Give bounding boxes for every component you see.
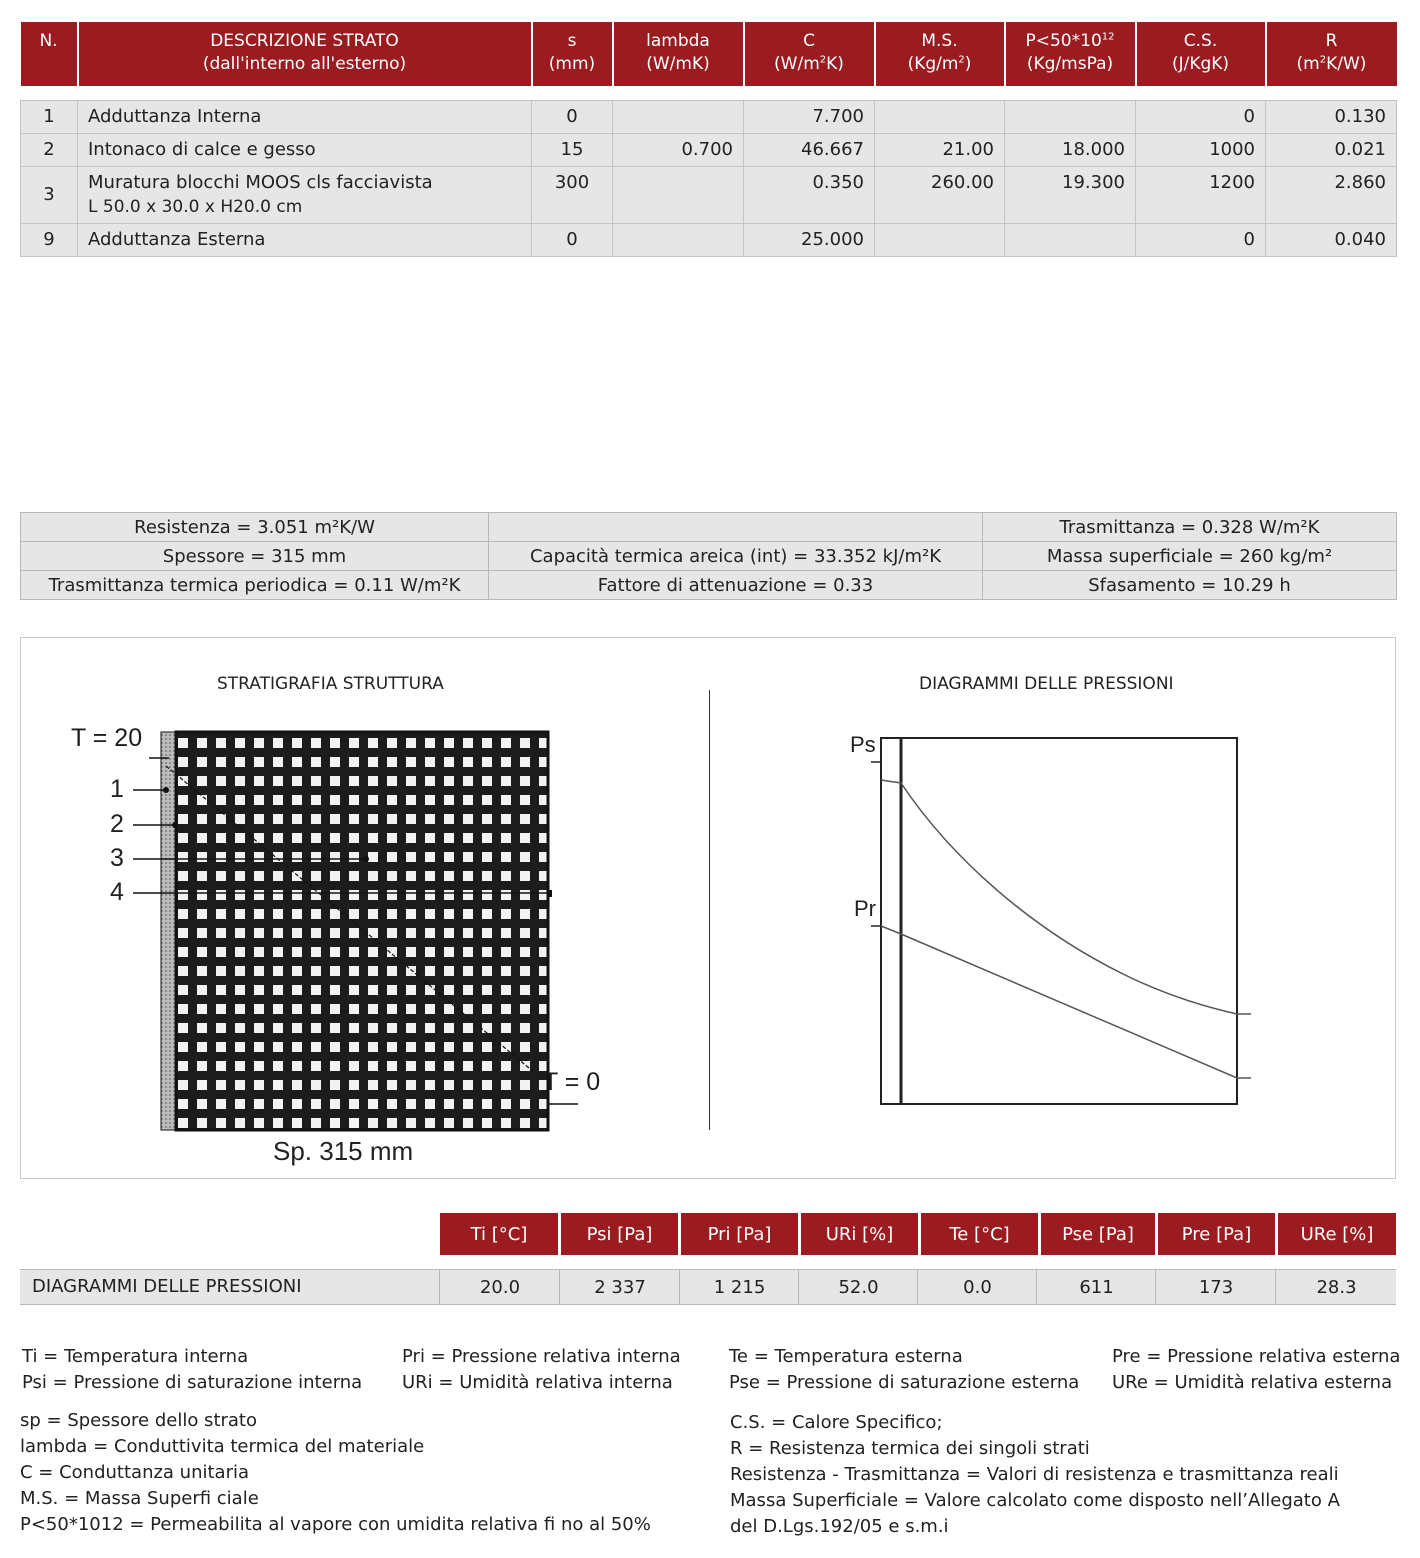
layers-table xyxy=(20,22,1397,257)
legend-item: C = Conduttanza unitaria xyxy=(20,1462,250,1483)
summary-blank-cell xyxy=(489,513,983,542)
legend-item: Ti = Temperatura interna xyxy=(22,1346,249,1367)
legend-item: URe = Umidità relativa esterna xyxy=(1112,1372,1393,1393)
value-pse: 611 xyxy=(1036,1270,1156,1304)
cell-desc: Intonaco di calce e gesso xyxy=(78,134,532,167)
header-ti: Ti [°C] xyxy=(440,1213,558,1255)
legend-item: Massa Superficiale = Valore calcolato come disposto nell’Allegato A xyxy=(730,1490,1340,1511)
cell-n: 3 xyxy=(21,167,78,224)
cell-p: 19.300 xyxy=(1005,167,1136,224)
header-descrizione: DESCRIZIONE STRATO (dall'interno all'esterno) xyxy=(78,22,532,86)
legend-item: R = Resistenza termica dei singoli strati xyxy=(730,1438,1090,1459)
cell-lambda xyxy=(613,224,744,257)
massa-value: Massa superficiale = 260 kg/m² xyxy=(983,542,1397,571)
table-row xyxy=(21,167,1397,224)
fattore-value: Fattore di attenuazione = 0.33 xyxy=(489,571,983,600)
header-ure: URe [%] xyxy=(1278,1213,1396,1255)
summary-row xyxy=(21,513,1397,542)
cell-lambda: 0.700 xyxy=(613,134,744,167)
layer-label-1: 1 xyxy=(110,775,124,803)
header-r: R $(m^2K/W)$ xyxy=(1266,22,1397,86)
cell-cs: 1200 xyxy=(1136,167,1266,224)
t-bottom-label: T = 0 xyxy=(543,1068,601,1096)
summary-row xyxy=(21,571,1397,600)
cell-r: 2.860 xyxy=(1266,167,1397,224)
summary-row xyxy=(21,542,1397,571)
capacita-value: Capacità termica areica (int) = 33.352 kJ/m²K xyxy=(489,542,983,571)
cell-ms: 21.00 xyxy=(875,134,1005,167)
legend-col-2 xyxy=(402,1344,681,1396)
cell-n: 9 xyxy=(21,224,78,257)
header-n: N. xyxy=(21,22,78,86)
stratigrafia-diagram xyxy=(21,638,711,1178)
pressioni-title: DIAGRAMMI DELLE PRESSIONI xyxy=(919,674,1174,694)
value-ure: 28.3 xyxy=(1275,1270,1397,1304)
header-c: C $(W/m^2K)$ xyxy=(744,22,875,86)
layers-header-row xyxy=(21,22,1397,86)
cell-c: 25.000 xyxy=(744,224,875,257)
cell-r: 0.130 xyxy=(1266,101,1397,134)
resistenza-value: Resistenza = 3.051 m²K/W xyxy=(21,513,489,542)
header-uri: URi [%] xyxy=(801,1213,918,1255)
value-psi: 2 337 xyxy=(559,1270,680,1304)
legend-item: lambda = Conduttivita termica del materiale xyxy=(20,1436,425,1457)
legend-item: Pre = Pressione relativa esterna xyxy=(1112,1346,1401,1367)
cell-cs: 1000 xyxy=(1136,134,1266,167)
legend-col-4 xyxy=(1112,1344,1400,1396)
trasmittanza-value: Trasmittanza = 0.328 W/m²K xyxy=(983,513,1397,542)
cell-c: 46.667 xyxy=(744,134,875,167)
layer-label-2: 2 xyxy=(110,810,124,838)
t-top-label: T = 20 xyxy=(71,724,143,752)
legend-item: P<50*1012 = Permeabilita al vapore con umidita relativa fi no al 50% xyxy=(20,1514,651,1535)
cell-desc: Adduttanza Esterna xyxy=(78,224,532,257)
cell-n: 1 xyxy=(21,101,78,134)
pr-curve xyxy=(881,926,1251,1078)
cell-c: 7.700 xyxy=(744,101,875,134)
value-uri: 52.0 xyxy=(798,1270,918,1304)
header-lambda: lambda (W/mK) xyxy=(613,22,744,86)
summary-table xyxy=(20,512,1397,600)
legend-item: sp = Spessore dello strato xyxy=(20,1410,257,1431)
value-te: 0.0 xyxy=(917,1270,1037,1304)
pressure-row xyxy=(20,1269,1396,1305)
legend-item: Resistenza - Trasmittanza = Valori di resistenza e trasmittanza reali xyxy=(730,1464,1339,1485)
cell-s: 15 xyxy=(532,134,613,167)
legend-col-3 xyxy=(729,1344,1079,1396)
table-row xyxy=(21,134,1397,167)
legend-item: Pse = Pressione di saturazione esterna xyxy=(729,1372,1080,1393)
pressure-diagram xyxy=(841,718,1281,1118)
cell-cs: 0 xyxy=(1136,224,1266,257)
spessore-value: Spessore = 315 mm xyxy=(21,542,489,571)
trasmittanza-periodica-value: Trasmittanza termica periodica = 0.11 W/m²K xyxy=(21,571,489,600)
legend-item: M.S. = Massa Superfi ciale xyxy=(20,1488,259,1509)
pr-label: Pr xyxy=(854,896,876,921)
header-ms: M.S. $(Kg/m^2)$ xyxy=(875,22,1005,86)
header-te: Te [°C] xyxy=(921,1213,1038,1255)
cell-ms: 260.00 xyxy=(875,167,1005,224)
header-cs: C.S. (J/KgK) xyxy=(1136,22,1266,86)
header-psi: Psi [Pa] xyxy=(561,1213,678,1255)
layer-label-3: 3 xyxy=(110,844,124,872)
header-s: s (mm) xyxy=(532,22,613,86)
pressure-frame xyxy=(881,738,1237,1104)
cell-p xyxy=(1005,101,1136,134)
header-pse: Pse [Pa] xyxy=(1041,1213,1155,1255)
legend-item: Psi = Pressione di saturazione interna xyxy=(22,1372,363,1393)
ps-label: Ps xyxy=(850,732,876,757)
cell-r: 0.040 xyxy=(1266,224,1397,257)
cell-c: 0.350 xyxy=(744,167,875,224)
masonry-layer xyxy=(176,732,548,1130)
cell-lambda xyxy=(613,167,744,224)
legend-item: Pri = Pressione relativa interna xyxy=(402,1346,681,1367)
cell-cs: 0 xyxy=(1136,101,1266,134)
legend-item: URi = Umidità relativa interna xyxy=(402,1372,673,1393)
cell-ms xyxy=(875,101,1005,134)
cell-lambda xyxy=(613,101,744,134)
legend-col-1 xyxy=(22,1344,362,1396)
header-pre: Pre [Pa] xyxy=(1158,1213,1275,1255)
cell-desc: Adduttanza Interna xyxy=(78,101,532,134)
diagrams-panel xyxy=(20,637,1396,1179)
legend-item: C.S. = Calore Specifico; xyxy=(730,1412,943,1433)
legend-left-block xyxy=(20,1408,651,1538)
stratigrafia-title: STRATIGRAFIA STRUTTURA xyxy=(217,674,444,694)
cell-s: 0 xyxy=(532,101,613,134)
cell-desc: Muratura blocchi MOOS cls facciavista L 50.0 x 30.0 x H20.0 cm xyxy=(78,167,532,224)
cell-ms xyxy=(875,224,1005,257)
pressure-row-label: DIAGRAMMI DELLE PRESSIONI xyxy=(32,1276,302,1297)
layer-label-4: 4 xyxy=(110,878,124,906)
plaster-layer xyxy=(161,732,176,1130)
legend-item: del D.Lgs.192/05 e s.m.i xyxy=(730,1516,949,1537)
cell-n: 2 xyxy=(21,134,78,167)
table-row xyxy=(21,101,1397,134)
value-ti: 20.0 xyxy=(439,1270,560,1304)
legend-item: Te = Temperatura esterna xyxy=(729,1346,963,1367)
sfasamento-value: Sfasamento = 10.29 h xyxy=(983,571,1397,600)
header-pri: Pri [Pa] xyxy=(681,1213,798,1255)
cell-r: 0.021 xyxy=(1266,134,1397,167)
cell-p xyxy=(1005,224,1136,257)
header-p: $P<50*10^{12}$ (Kg/msPa) xyxy=(1005,22,1136,86)
legend-right-block xyxy=(730,1410,1340,1540)
cell-s: 300 xyxy=(532,167,613,224)
table-row xyxy=(21,224,1397,257)
thickness-label: Sp. 315 mm xyxy=(273,1136,414,1166)
value-pre: 173 xyxy=(1155,1270,1276,1304)
value-pri: 1 215 xyxy=(679,1270,799,1304)
cell-p: 18.000 xyxy=(1005,134,1136,167)
cell-s: 0 xyxy=(532,224,613,257)
ps-curve xyxy=(881,780,1251,1014)
